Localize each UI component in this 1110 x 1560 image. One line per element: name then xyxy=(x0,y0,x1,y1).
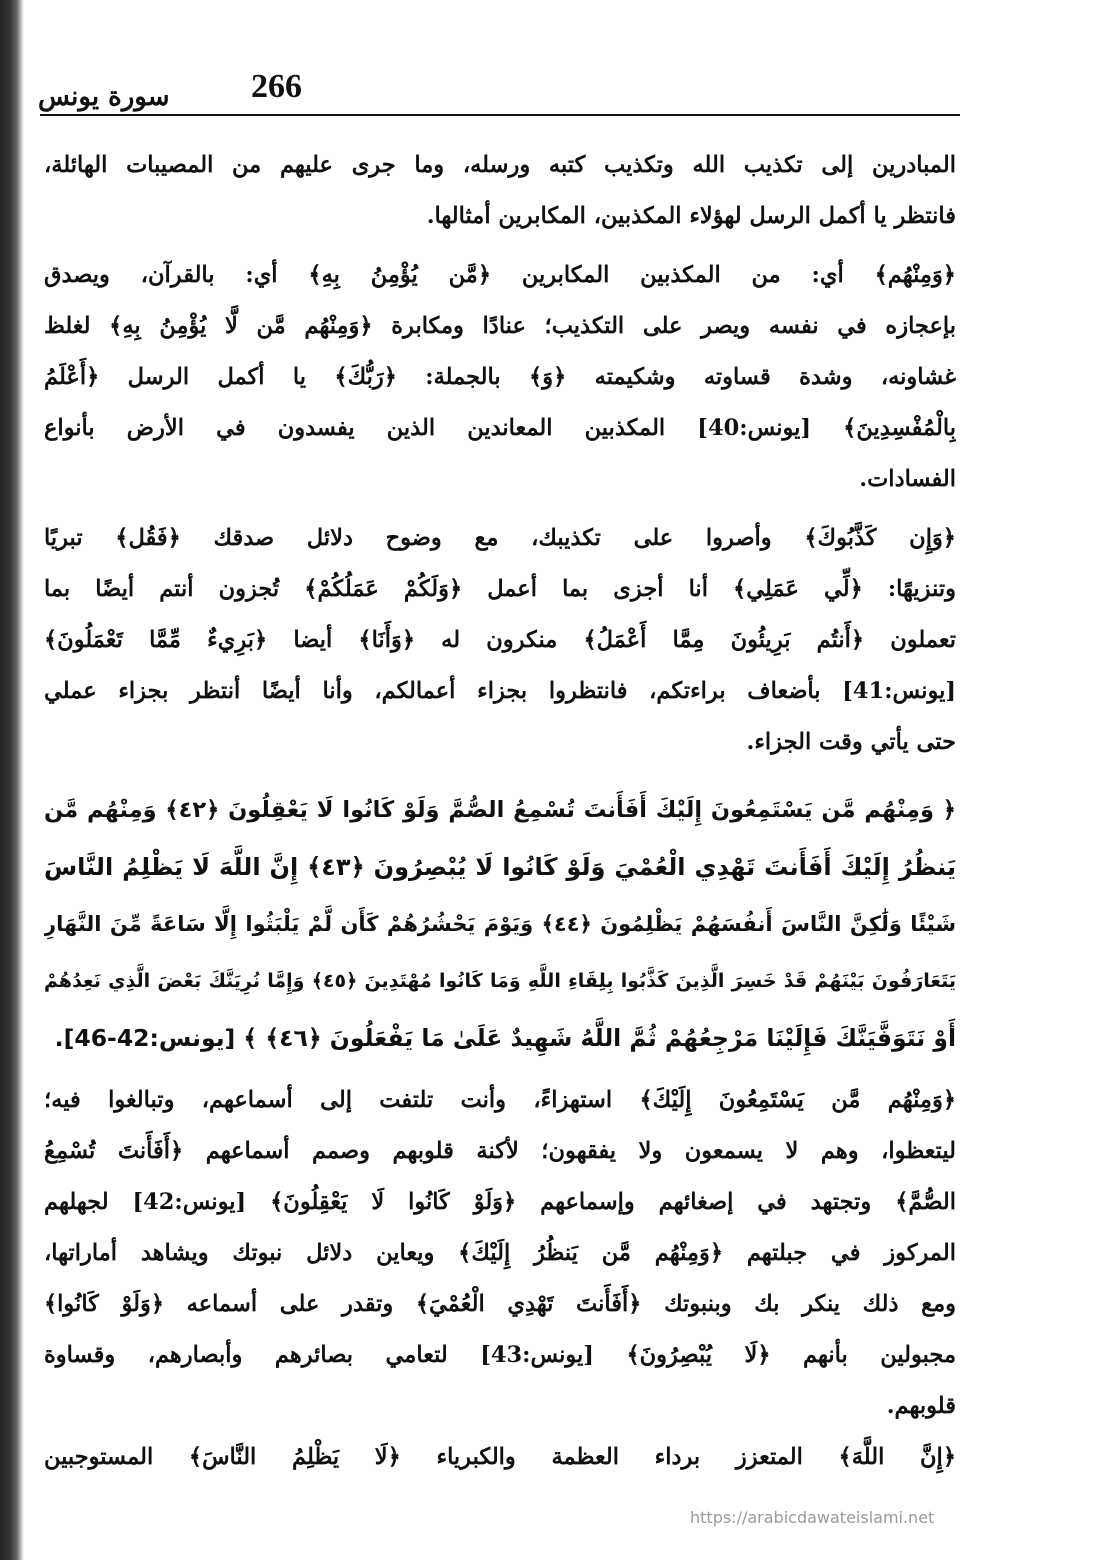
header-divider xyxy=(40,114,960,116)
page-body xyxy=(44,140,956,1483)
page-header xyxy=(36,58,966,114)
text-line: المركوز في جبلتهم ﴿وَمِنْهُم مَّن يَنظُرُ إِلَيْكَ﴾ ويعاين دلائل نبوتك ويشاهد أماراتها، xyxy=(44,1240,956,1266)
text-line: ليتعظوا، وهم لا يسمعون ولا يفقهون؛ لأكنة قلوبهم وصمم أسماعهم ﴿أَفَأَنتَ تُسْمِعُ xyxy=(44,1138,956,1164)
paragraph-2 xyxy=(44,250,956,505)
text-line: مجبولين بأنهم ﴿لَا يُبْصِرُونَ﴾ [يونس:43] لتعامي بصائرهم وأبصارهم، وقساوة xyxy=(44,1342,956,1368)
scan-edge xyxy=(0,0,24,1560)
verse-line: يَنظُرُ إِلَيْكَ أَفَأَنتَ تَهْدِي الْعُمْيَ وَلَوْ كَانُوا لَا يُبْصِرُونَ ﴿٤٣﴾ إِنَّ اللَّهَ لَا يَظْلِمُ النَّاسَ xyxy=(44,853,956,881)
watermark-url: https://arabicdawateislami.net xyxy=(690,1508,935,1527)
verse-line: ﴿ وَمِنْهُم مَّن يَسْتَمِعُونَ إِلَيْكَ أَفَأَنتَ تُسْمِعُ الصُّمَّ وَلَوْ كَانُوا لَا يَعْقِلُونَ ﴿٤٢﴾ وَمِنْهُم مَّن xyxy=(44,797,956,823)
text-line: غشاونه، وشدة قساوته وشكيمته ﴿وَ﴾ بالجملة: ﴿رَبُّكَ﴾ يا أكمل الرسل ﴿أَعْلَمُ xyxy=(44,364,956,390)
text-line: ﴿وَمِنْهُم مَّن يَسْتَمِعُونَ إِلَيْكَ﴾ استهزاءً، وأنت تلتفت إلى أسماعهم، وتبالغوا فيه؛ xyxy=(44,1087,956,1113)
paragraph-5 xyxy=(44,1432,956,1483)
page-number: 266 xyxy=(251,68,302,105)
text-line: ﴿إِنَّ اللَّهَ﴾ المتعزز برداء العظمة والكبرياء ﴿لَا يَظْلِمُ النَّاسَ﴾ المستوجبين xyxy=(44,1444,956,1470)
text-line: [يونس:41] بأضعاف براءتكم، فانتظروا بجزاء أعمالكم، وأنا أيضًا أنتظر بجزاء عملي xyxy=(44,678,956,704)
text-line: ﴿وَمِنْهُم﴾ أي: من المكذبين المكابرين ﴿مَّن يُؤْمِنُ بِهِ﴾ أي: بالقرآن، ويصدق xyxy=(44,262,956,288)
text-line: حتى يأتي وقت الجزاء. xyxy=(746,729,956,755)
text-line: بِالْمُفْسِدِينَ﴾ [يونس:40] المكذبين المعاندين الذين يفسدون في الأرض بأنواع xyxy=(44,415,956,441)
verse-line: شَيْئًا وَلَٰكِنَّ النَّاسَ أَنفُسَهُمْ يَظْلِمُونَ ﴿٤٤﴾ وَيَوْمَ يَحْشُرُهُمْ كَأَن لَّمْ يَلْبَثُوا إِلَّا سَاعَةً مِّنَ النَّهَارِ xyxy=(44,912,956,936)
verse-line: يَتَعَارَفُونَ بَيْنَهُمْ قَدْ خَسِرَ الَّذِينَ كَذَّبُوا بِلِقَاءِ اللَّهِ وَمَا كَانُوا مُهْتَدِينَ ﴿٤٥﴾ وَإِمَّا نُرِيَنَّكَ بَعْضَ الَّذِي نَعِدُهُمْ xyxy=(44,970,956,992)
text-line: الصُّمَّ﴾ وتجتهد في إصغائهم وإسماعهم ﴿وَلَوْ كَانُوا لَا يَعْقِلُونَ﴾ [يونس:42] لجهلهم xyxy=(44,1189,956,1215)
paragraph-4 xyxy=(44,1075,956,1432)
text-line: ومع ذلك ينكر بك وبنبوتك ﴿أَفَأَنتَ تَهْدِي الْعُمْيَ﴾ وتقدر على أسماعه ﴿وَلَوْ كَانُوا﴾ xyxy=(44,1291,956,1317)
quran-verse-block xyxy=(44,782,956,1067)
verse-line: أَوْ نَتَوَفَّيَنَّكَ فَإِلَيْنَا مَرْجِعُهُمْ ثُمَّ اللَّهُ شَهِيدٌ عَلَىٰ مَا يَفْعَلُونَ ﴿٤٦﴾ ﴾ [يونس:42-46]. xyxy=(54,1024,956,1052)
text-line: وتنزيهًا: ﴿لِّي عَمَلِي﴾ أنا أجزى بما أعمل ﴿وَلَكُمْ عَمَلُكُمْ﴾ تُجزون أنتم أيضًا بما xyxy=(44,576,956,602)
text-line: الفسادات. xyxy=(859,466,956,492)
text-line: المبادرين إلى تكذيب الله وتكذيب كتبه ورسله، وما جرى عليهم من المصيبات الهائلة، xyxy=(44,152,956,178)
paragraph-3 xyxy=(44,513,956,768)
text-line: ﴿وَإِن كَذَّبُوكَ﴾ وأصروا على تكذيبك، مع وضوح دلائل صدقك ﴿فَقُل﴾ تبريًا xyxy=(44,525,956,551)
text-line: فانتظر يا أكمل الرسل لهؤلاء المكذبين، المكابرين أمثالها. xyxy=(426,203,956,229)
paragraph-1 xyxy=(44,140,956,242)
surah-title: سورة يونس xyxy=(38,82,170,112)
text-line: قلوبهم. xyxy=(886,1393,956,1419)
text-line: بإعجازه في نفسه ويصر على التكذيب؛ عنادًا ومكابرة ﴿وَمِنْهُم مَّن لَّا يُؤْمِنُ بِهِ﴾ لغلظ xyxy=(44,313,956,339)
text-line: تعملون ﴿أَنتُم بَرِيئُونَ مِمَّا أَعْمَلُ﴾ منكرون له ﴿وَأَنَا﴾ أيضا ﴿بَرِيءٌ مِّمَّا تَعْمَلُونَ﴾ xyxy=(44,627,956,653)
